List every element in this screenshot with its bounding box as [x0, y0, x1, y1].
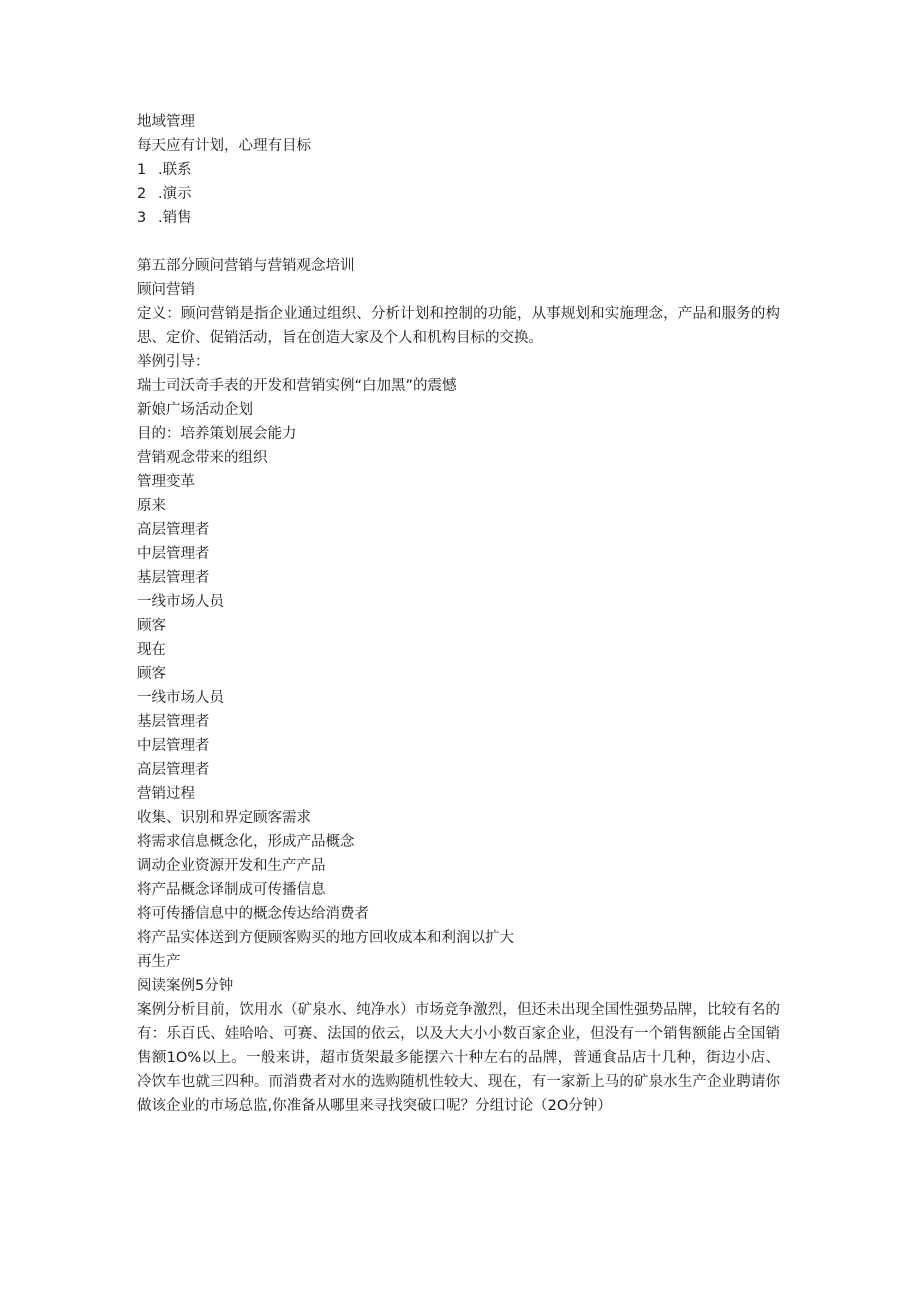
hierarchy-item: 一线市场人员 [137, 594, 224, 610]
section-heading: 顾问营销 [137, 282, 195, 298]
organization-title: 营销观念带来的组织 [137, 450, 268, 466]
hierarchy-item: 高层管理者 [137, 762, 210, 778]
hierarchy-item: 基层管理者 [137, 714, 210, 730]
now-label: 现在 [137, 642, 166, 658]
part-title: 第五部分顾问营销与营销观念培训 [137, 258, 355, 274]
step-text: .销售 [158, 210, 192, 226]
activity-title: 新娘广场活动企划 [137, 402, 253, 418]
hierarchy-item: 顾客 [137, 618, 166, 634]
hierarchy-item: 顾客 [137, 666, 166, 682]
reform-title: 管理变革 [137, 474, 195, 490]
section-title: 地域管理 [137, 114, 195, 130]
step-number: 1 [137, 162, 147, 178]
process-item: 将产品概念译制成可传播信息 [137, 882, 326, 898]
step-item [137, 206, 787, 230]
hierarchy-item: 中层管理者 [137, 546, 210, 562]
step-number: 3 [137, 210, 147, 226]
case-paragraph: 案例分析目前，饮用水（矿泉水、纯净水）市场竞争激烈，但还未出现全国性强势品牌，比较有名的有：乐百氏、娃哈哈、可赛、法国的依云，以及大大小小数百家企业，但没有一个销售额能占全国销售额1O%以上。一般来讲，超市货架最多能摆六十种左右的品牌，普通食品店十几种，街边小店、冷饮车也就三四种。而消费者对水的选购随机性较大、现在，有一家新上马的矿泉水生产企业聘请你做该企业的市场总监,你准备从哪里来寻找突破口呢？分组讨论（2O分钟） [137, 1002, 780, 1114]
step-text: .演示 [158, 186, 192, 202]
hierarchy-item: 基层管理者 [137, 570, 210, 586]
definition-paragraph: 定义：顾问营销是指企业通过组织、分析计划和控制的功能，从事规划和实施理念，产品和服务的构思、定价、促销活动，旨在创造大家及个人和机构目标的交换。 [137, 306, 780, 346]
example-case: 瑞士司沃奇手表的开发和营销实例“白加黑”的震憾 [137, 378, 457, 394]
section-subtitle: 每天应有计划，心理有目标 [137, 138, 311, 154]
hierarchy-item: 一线市场人员 [137, 690, 224, 706]
process-item: 将需求信息概念化，形成产品概念 [137, 834, 355, 850]
hierarchy-item: 高层管理者 [137, 522, 210, 538]
spacer [137, 230, 787, 254]
process-item: 将可传播信息中的概念传达给消费者 [137, 906, 369, 922]
process-item: 调动企业资源开发和生产产品 [137, 858, 326, 874]
hierarchy-item: 中层管理者 [137, 738, 210, 754]
step-number: 2 [137, 186, 147, 202]
process-title: 营销过程 [137, 786, 195, 802]
process-item: 将产品实体送到方便顾客购买的地方回收成本和利润以扩大 [137, 930, 514, 946]
reading-note: 阅读案例5分钟 [137, 978, 234, 994]
purpose-text: 目的：培养策划展会能力 [137, 426, 297, 442]
example-intro: 举例引导： [137, 354, 210, 370]
process-item: 收集、识别和界定顾客需求 [137, 810, 311, 826]
step-item [137, 158, 787, 182]
step-item [137, 182, 787, 206]
document-body [137, 110, 787, 1118]
step-text: .联系 [158, 162, 192, 178]
before-label: 原来 [137, 498, 166, 514]
process-item: 再生产 [137, 954, 181, 970]
